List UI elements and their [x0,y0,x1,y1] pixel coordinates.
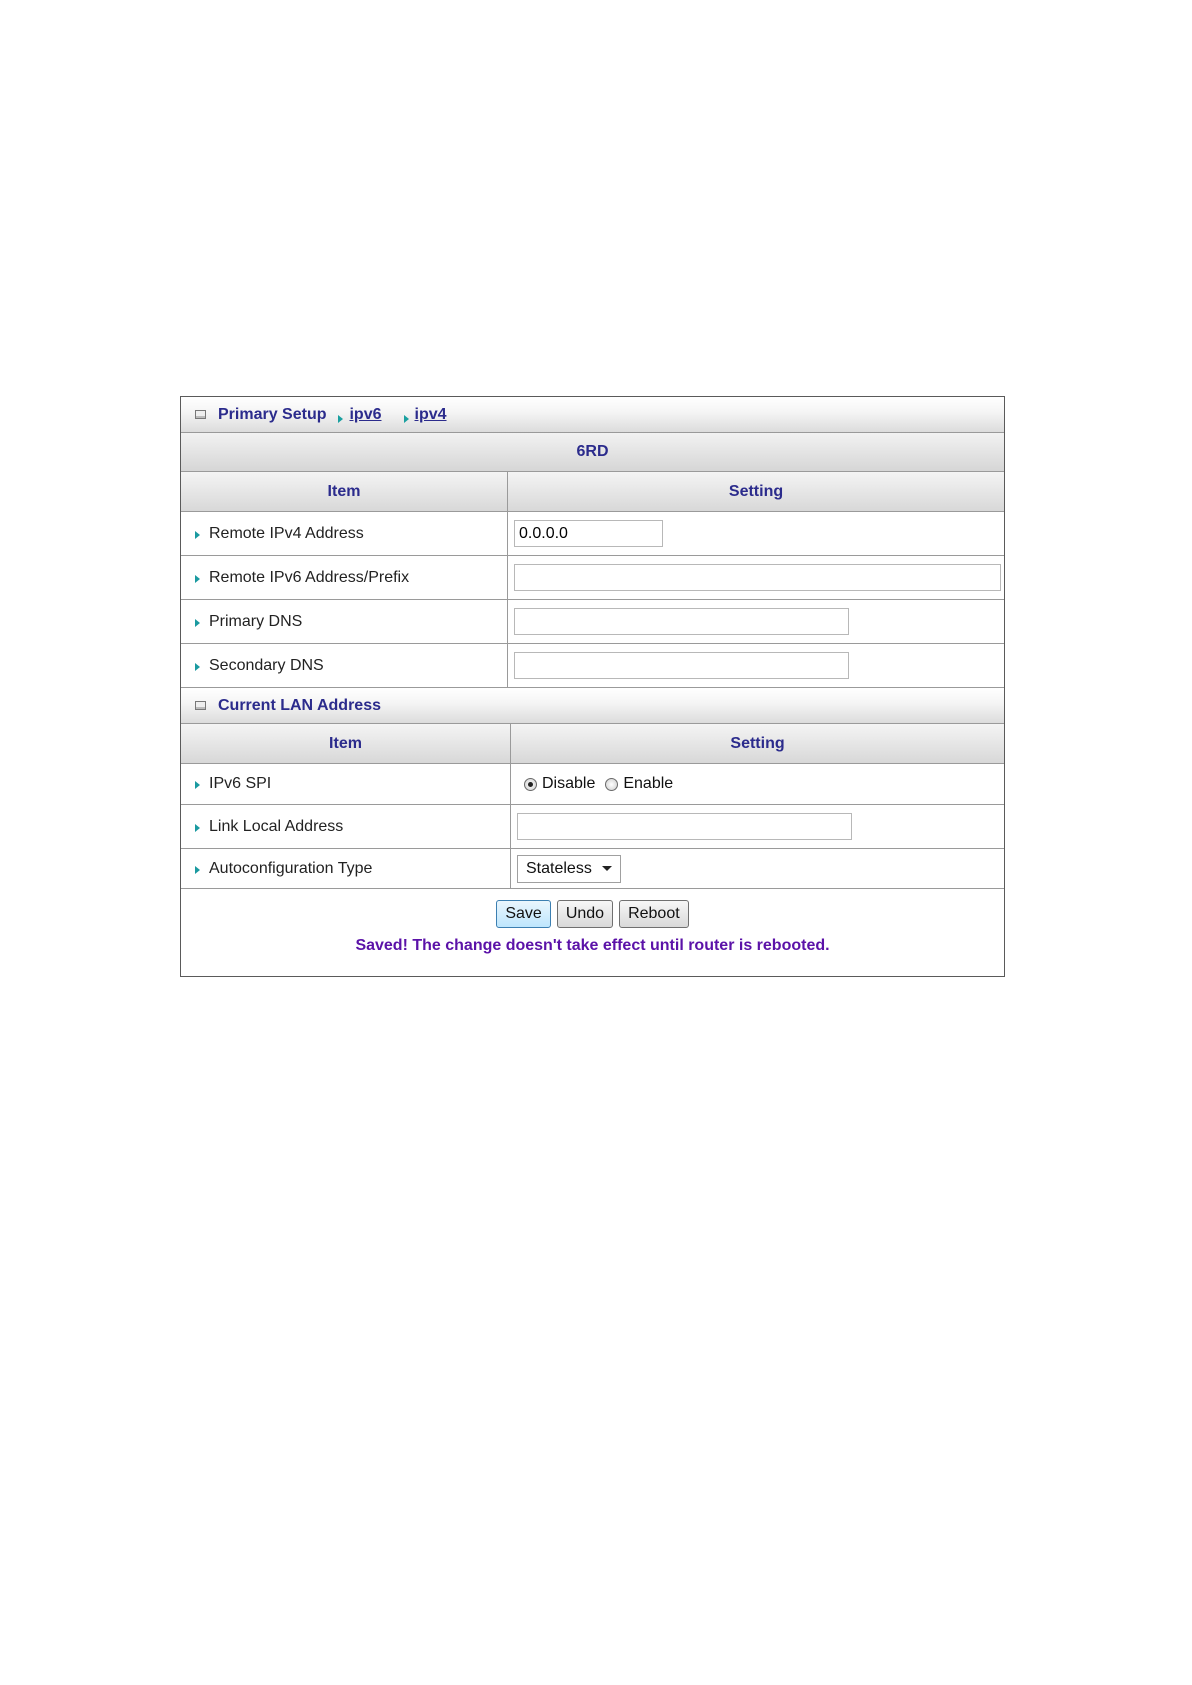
row-secondary-dns [181,644,1004,688]
bullet-icon [195,575,200,583]
label-secondary-dns: Secondary DNS [209,656,324,674]
reboot-button[interactable]: Reboot [619,900,689,928]
arrow-right-icon [404,415,409,423]
autoconfiguration-select[interactable] [517,855,621,883]
label-primary-dns: Primary DNS [209,612,303,630]
bullet-icon [195,824,200,832]
label-autoconfiguration: Autoconfiguration Type [209,859,373,877]
label-ipv6-spi: IPv6 SPI [209,775,272,792]
window-icon [195,701,206,710]
bullet-icon [195,619,200,627]
bullet-icon [195,531,200,539]
column-header-6rd [181,472,1004,512]
page-title: Primary Setup [218,405,327,423]
row-remote-ipv4 [181,512,1004,556]
breadcrumb-ipv4[interactable] [404,406,447,424]
section-title-lan: Current LAN Address [218,696,381,714]
bullet-icon [195,866,200,874]
spi-disable-label: Disable [542,775,596,792]
save-button[interactable]: Save [496,900,550,928]
label-link-local: Link Local Address [209,817,344,835]
action-footer [181,889,1004,976]
window-icon [195,410,206,419]
spi-enable-radio[interactable] [605,778,618,791]
button-group [493,900,691,928]
breadcrumb-ipv6[interactable] [338,406,381,424]
label-remote-ipv4: Remote IPv4 Address [209,524,364,542]
spi-enable-label: Enable [623,775,674,792]
column-setting: Setting [730,734,785,752]
column-header-lan [181,724,1004,764]
current-lan-header [181,688,1004,724]
row-link-local [181,805,1004,849]
primary-dns-input[interactable] [514,608,849,635]
link-ipv4[interactable]: ipv4 [414,405,447,423]
arrow-right-icon [338,415,343,423]
autoconfiguration-value: Stateless [526,859,592,877]
link-ipv6[interactable]: ipv6 [349,405,382,423]
column-setting: Setting [728,482,784,500]
undo-button[interactable]: Undo [557,900,613,928]
remote-ipv4-input[interactable] [514,520,663,547]
settings-panel [180,396,1005,977]
spi-disable-radio[interactable] [524,778,537,791]
chevron-down-icon [602,866,612,871]
label-remote-ipv6: Remote IPv6 Address/Prefix [209,568,410,586]
row-primary-dns [181,600,1004,644]
secondary-dns-input[interactable] [514,652,849,679]
status-message: Saved! The change doesn't take effect until router is rebooted. [355,937,830,954]
remote-ipv6-prefix-input[interactable] [514,564,1001,591]
row-autoconfiguration [181,849,1004,889]
row-remote-ipv6 [181,556,1004,600]
link-local-input[interactable] [517,813,852,840]
primary-setup-header [181,397,1004,433]
row-ipv6-spi [181,764,1004,805]
section-title-6rd: 6RD [181,433,1004,472]
bullet-icon [195,663,200,671]
column-item: Item [181,472,508,511]
bullet-icon [195,781,200,789]
column-item: Item [181,724,511,763]
